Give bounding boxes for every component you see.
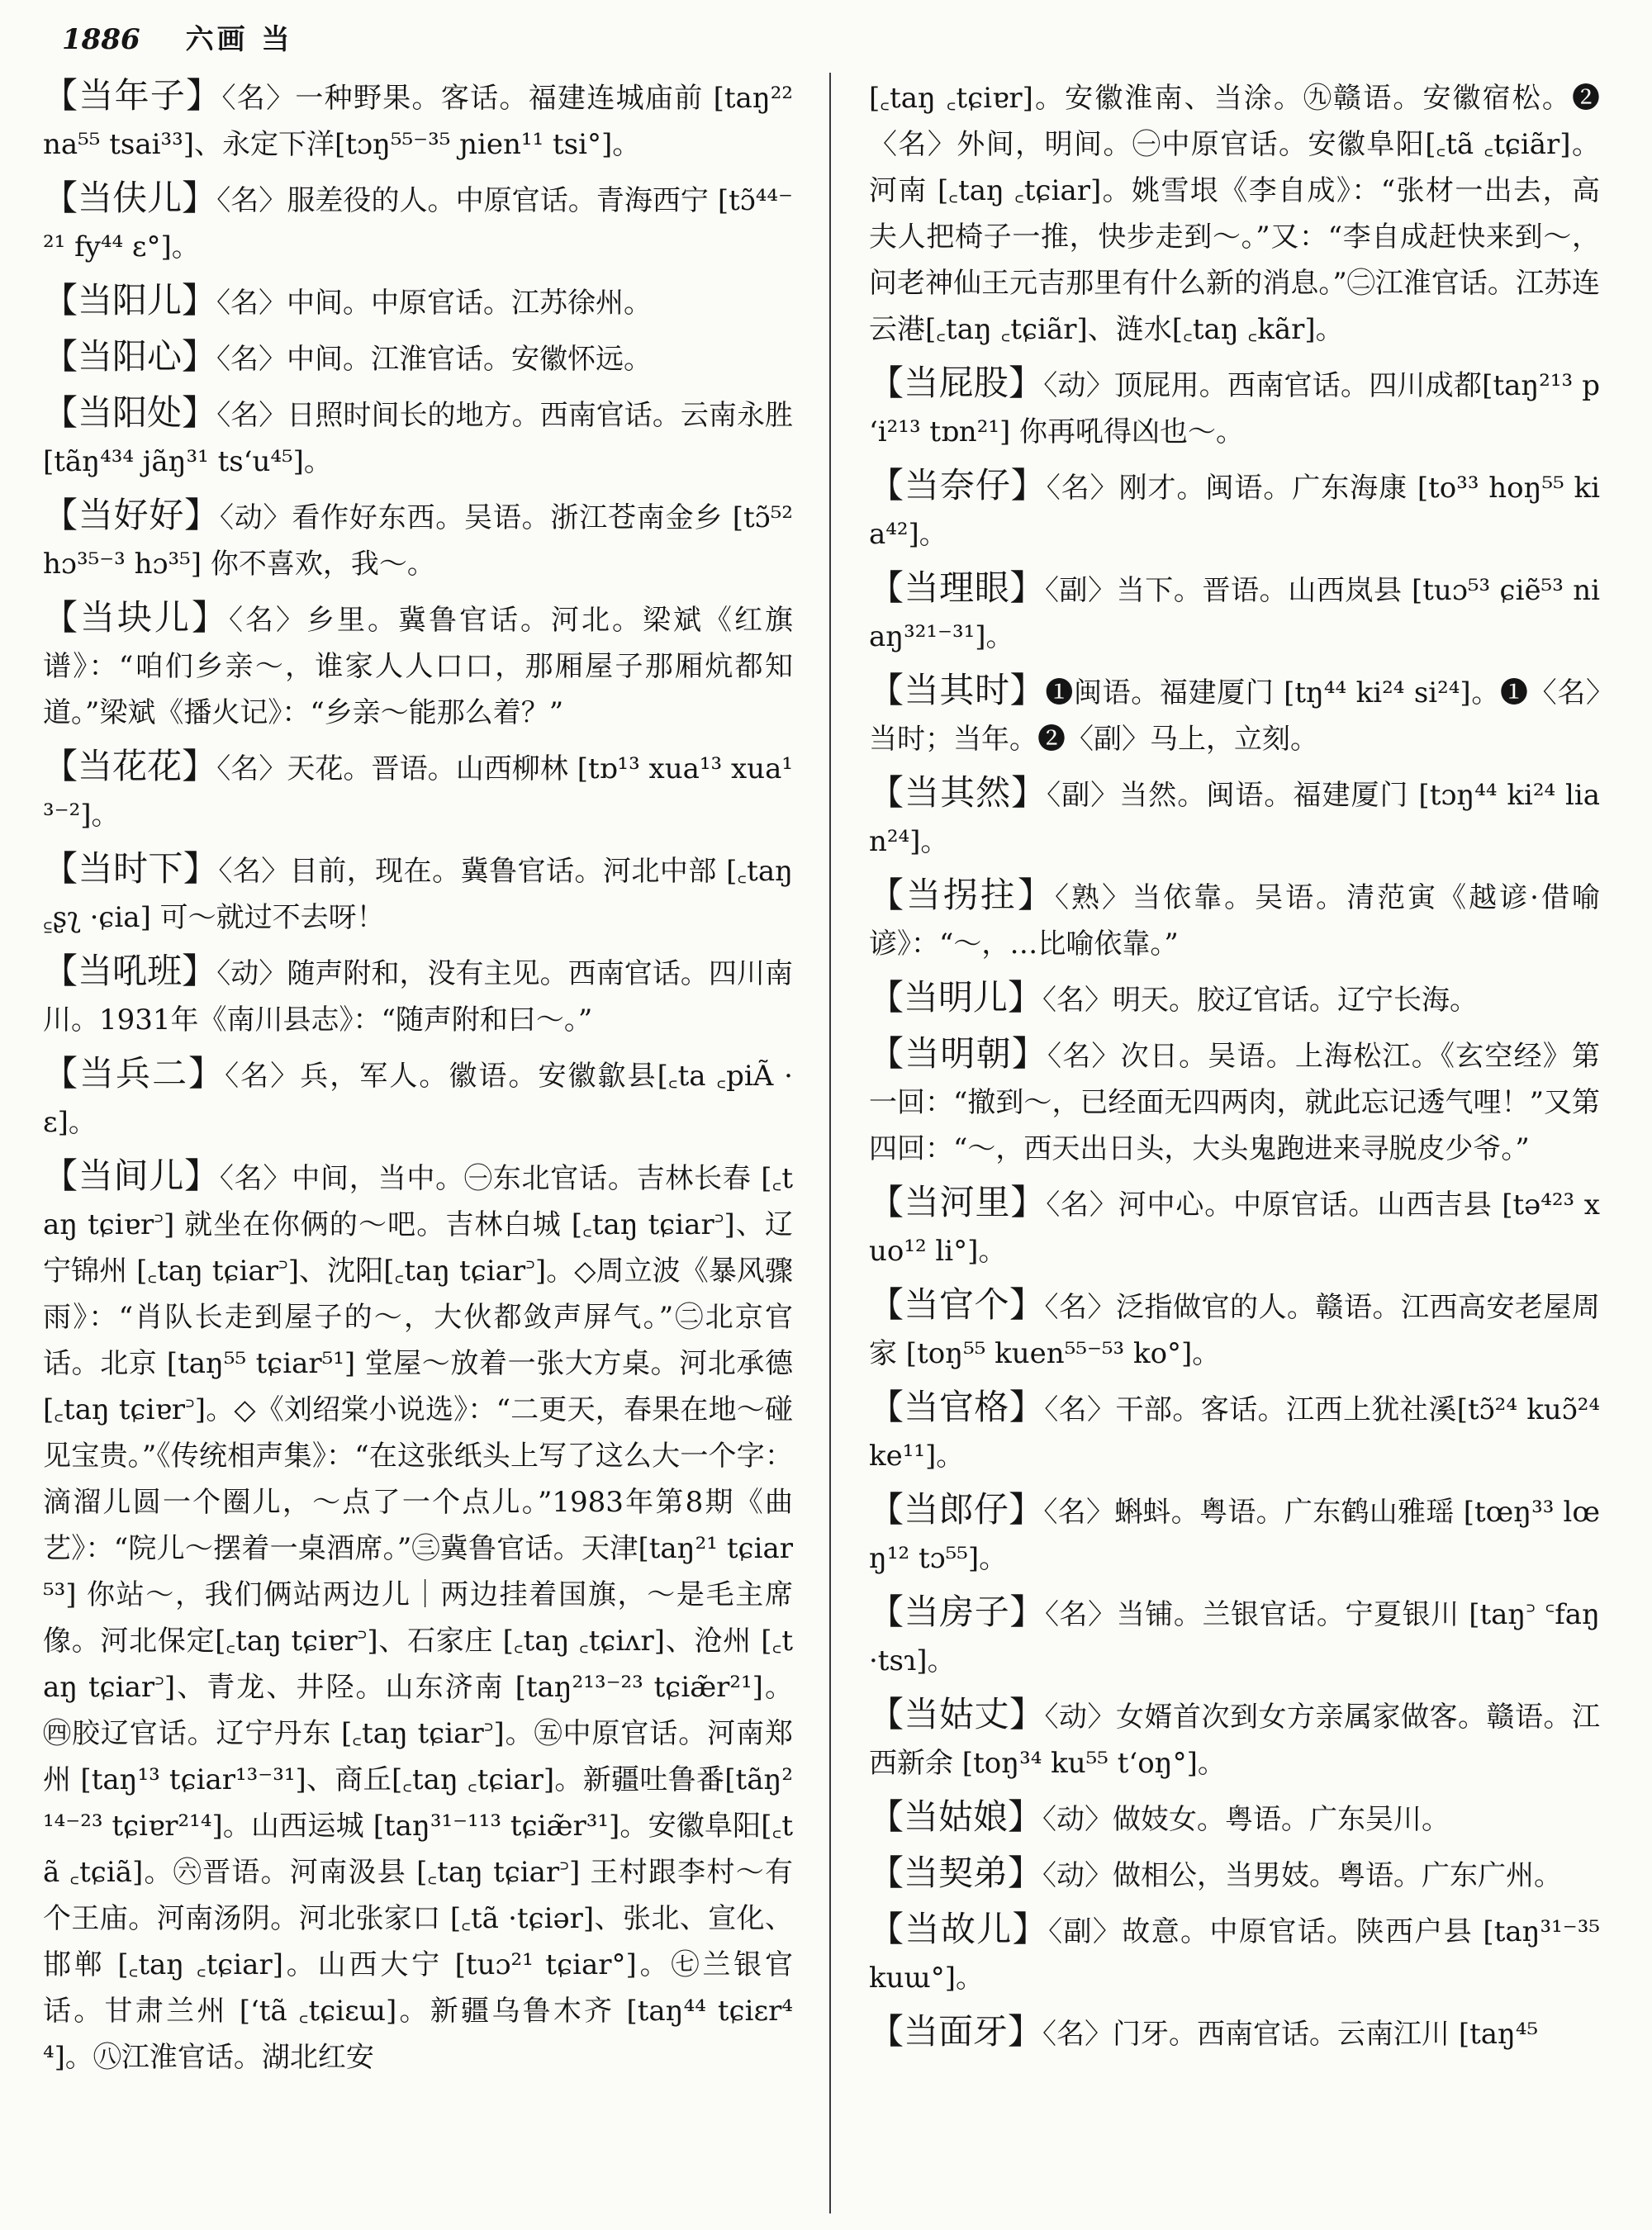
entry-headword: 【当面牙】 [869, 2011, 1043, 2052]
entry-headword: 【当时下】 [43, 848, 219, 889]
entry-definition: 〈副〉当然。闽语。福建厦门 [tɔŋ⁴⁴ ki²⁴ lian²⁴]。 [869, 779, 1600, 858]
dictionary-entry [869, 463, 1600, 558]
left-column [43, 73, 793, 2213]
entry-headword: 【当块儿】 [43, 597, 229, 638]
page-header [62, 17, 292, 66]
entry-definition: 〈名〉干部。客话。江西上犹社溪[tɔ̃²⁴ kuɔ̃²⁴ ke¹¹]。 [869, 1393, 1600, 1473]
entry-headword: 【当拐拄】 [869, 875, 1056, 915]
entry-definition: 〈动〉看作好东西。吴语。浙江苍南金乡 [tɔ̃⁵² hɔ³⁵⁻³ hɔ³⁵] 你不喜欢，我～。 [43, 501, 793, 581]
entry-headword: 【当阳处】 [43, 392, 217, 433]
entry-definition: 〈名〉河中心。中原官话。山西吉县 [tə⁴²³ xuo¹² li°]。 [869, 1189, 1600, 1268]
dictionary-entry [869, 1906, 1600, 2001]
entry-headword: 【当其时】 [869, 670, 1046, 710]
entry-headword: 【当郎仔】 [869, 1489, 1044, 1530]
entry-definition: 〈名〉中间，当中。㊀东北官话。吉林长春 [꜀taŋ tɕiɐr꜄] 就坐在你俩的～吧。吉林白城 [꜀taŋ tɕiar꜄]、辽宁锦州 [꜀taŋ tɕiar꜄]、沈阳[꜀taŋ tɕiar꜄]。◇周立波《暴风骤雨》：“肖队长走到屋子的～，大伙都敛声屏气。”㊁北京官话。北京 [taŋ⁵⁵ tɕiar⁵¹] 堂屋～放着一张大方桌。河北承德 [꜀taŋ tɕiɐr꜄]。◇《刘绍棠小说选》：“二更天，春果在地～碰见宝贵。”《传统相声集》：“在这张纸头上写了这么大一个字：滴溜儿圆一个圈儿，～点了一个点儿。”1983年第8期《曲艺》：“院儿～摆着一桌酒席。”㊂冀鲁官话。天津[taŋ²¹ tɕiar⁵³] 你站～，我们俩站两边儿｜两边挂着国旗，～是毛主席像。河北保定[꜀taŋ tɕiɐr꜄]、石家庄 [꜀taŋ ꜀tɕiʌr]、沧州 [꜀taŋ tɕiar꜄]、青龙、井陉。山东济南 [taŋ²¹³⁻²³ tɕiæ̃r²¹]。㊃胶辽官话。辽宁丹东 [꜀taŋ tɕiar꜄]。㊄中原官话。河南郑州 [taŋ¹³ tɕiar¹³⁻³¹]、商丘[꜀taŋ ꜀tɕiar]。新疆吐鲁番[tãŋ²¹⁴⁻²³ tɕiɐr²¹⁴]。山西运城 [taŋ³¹⁻¹¹³ tɕiæ̃r³¹]。安徽阜阳[꜀tã ꜀tɕiã]。㊅晋语。河南汲县 [꜀taŋ tɕiar꜄] 王村跟李村～有个王庙。河南汤阴。河北张家口 [꜀tã ·tɕiər]、张北、宣化、邯郸 [꜀taŋ ꜀tɕiar]。山西大宁 [tuɔ²¹ tɕiar°]。㊆兰银官话。甘肃兰州 [ʻtã ꜀tɕiɛɯ]。新疆乌鲁木齐 [taŋ⁴⁴ tɕiɛr⁴⁴]。㊇江淮官话。湖北红安 [43, 1162, 793, 2074]
entry-definition: 〈熟〉当依靠。吴语。清范寅《越谚·借喻谚》：“～，…比喻依靠。” [869, 881, 1600, 961]
dictionary-entry [869, 1589, 1600, 1684]
dictionary-entry [869, 1179, 1600, 1274]
dictionary-entry [869, 770, 1600, 865]
entry-definition: 〈动〉顶屁用。西南官话。四川成都[taŋ²¹³ pʻi²¹³ tɒn²¹] 你再吼得凶也～。 [869, 369, 1600, 448]
entry-definition: 〈名〉当铺。兰银官话。宁夏银川 [taŋ꜄ ꜂faŋ ·tsɿ]。 [869, 1598, 1600, 1677]
entry-headword: 【当河里】 [869, 1182, 1047, 1222]
dictionary-entry [869, 1487, 1600, 1582]
entry-headword: 【当年子】 [43, 75, 222, 116]
entry-headword: 【当明朝】 [869, 1033, 1048, 1074]
entry-definition: 〈名〉泛指做官的人。赣语。江西高安老屋周家 [toŋ⁵⁵ kuen⁵⁵⁻⁵³ ko°]。 [869, 1291, 1600, 1370]
entry-definition: 〈名〉蝌蚪。粤语。广东鹤山雅瑶 [tœŋ³³ lœŋ¹² tɔ⁵⁵]。 [869, 1496, 1600, 1575]
dictionary-entry [869, 872, 1600, 967]
dictionary-entry [869, 2009, 1600, 2057]
entry-headword: 【当姑娘】 [869, 1796, 1043, 1837]
entry-definition: 〈名〉一种野果。客话。福建连城庙前 [taŋ²² na⁵⁵ tsai³³]、永定下洋[tɔŋ⁵⁵⁻³⁵ ɲien¹¹ tsi°]。 [43, 82, 793, 161]
entry-headword: 【当契弟】 [869, 1853, 1043, 1893]
entry-definition: 〈副〉当下。晋语。山西岚县 [tuɔ⁵³ ɕiẽ⁵³ niaŋ³²¹⁻³¹]。 [869, 574, 1600, 653]
right-column [869, 73, 1600, 2213]
dictionary-entry [869, 1031, 1600, 1172]
dictionary-entry [43, 73, 793, 168]
entry-headword: 【当好好】 [43, 495, 220, 535]
entry-headword: 【当姑丈】 [869, 1694, 1045, 1734]
dictionary-entry [869, 73, 1600, 353]
dictionary-entry [43, 492, 793, 587]
dictionary-entry [43, 1051, 793, 1146]
entry-headword: 【当吼班】 [43, 951, 217, 991]
dictionary-entry [869, 667, 1600, 762]
entry-definition: 〈名〉明天。胶辽官话。辽宁长海。 [1042, 984, 1479, 1017]
entry-definition: 〈名〉次日。吴语。上海松江。《玄空经》第一回：“撤到～，已经面无四两肉，就此忘记透气哩！”又第四回：“～，西天出日头，大头鬼跑进来寻脱皮少爷。” [869, 1040, 1600, 1165]
dictionary-entry [869, 1384, 1600, 1479]
dictionary-entry [869, 975, 1600, 1023]
entry-definition: 〈动〉随声附和，没有主见。西南官话。四川南川。1931年《南川县志》：“随声附和曰～。” [43, 957, 793, 1037]
entry-headword: 【当兵二】 [43, 1053, 225, 1094]
entry-headword: 【当阳儿】 [43, 280, 217, 320]
entry-definition: 〈名〉天花。晋语。山西柳林 [tɒ¹³ xua¹³ xua¹³⁻²]。 [43, 752, 793, 832]
dictionary-entry [43, 334, 793, 382]
entry-definition: 〈动〉做相公，当男妓。粤语。广东广州。 [1042, 1859, 1563, 1892]
dictionary-entry [43, 1153, 793, 2081]
entry-definition: ❶闽语。福建厦门 [tŋ⁴⁴ ki²⁴ si²⁴]。❶〈名〉当时；当年。❷〈副〉马上，立刻。 [869, 676, 1600, 756]
dictionary-entry [43, 390, 793, 485]
column-divider [829, 73, 831, 2213]
entry-headword: 【当阳心】 [43, 336, 217, 377]
dictionary-entry [43, 846, 793, 941]
dictionary-entry [869, 1691, 1600, 1786]
entry-headword: 【当伕儿】 [43, 178, 217, 218]
entry-definition: 〈名〉兵，军人。徽语。安徽歙县[꜀ta ꜀piÃ ·ɛ]。 [43, 1060, 793, 1139]
entry-definition: 〈名〉服差役的人。中原官话。青海西宁 [tɔ̃⁴⁴⁻²¹ fy⁴⁴ ɛ°]。 [43, 184, 793, 263]
entry-headword: 【当屁股】 [869, 363, 1044, 403]
page-number: 1886 [62, 23, 140, 56]
entry-headword: 【当明儿】 [869, 977, 1043, 1018]
entry-definition: 〈名〉日照时间长的地方。西南官话。云南永胜 [tãŋ⁴³⁴ jãŋ³¹ tsʻu⁴⁵]。 [43, 399, 793, 478]
dictionary-entry [43, 278, 793, 326]
dictionary-entry [869, 1850, 1600, 1899]
entry-definition: 〈名〉目前，现在。冀鲁官话。河北中部 [꜀taŋ ꜁ʂʅ ·ɕia] 可～就过不去呀！ [43, 855, 793, 934]
entry-headword: 【当间儿】 [43, 1155, 220, 1196]
dictionary-entry [869, 1794, 1600, 1843]
entry-headword: 【当官个】 [869, 1284, 1045, 1325]
dictionary-entry [869, 1282, 1600, 1377]
entry-headword: 【当奈仔】 [869, 465, 1047, 505]
entry-headword: 【当官格】 [869, 1387, 1045, 1427]
entry-definition: 〈名〉门牙。西南官话。云南江川 [taŋ⁴⁵ [1042, 2018, 1539, 2051]
dictionary-entry [43, 743, 793, 838]
entry-definition: 〈名〉中间。江淮官话。安徽怀远。 [216, 343, 653, 376]
entry-definition: [꜀taŋ ꜀tɕiɐr]。安徽淮南、当涂。㊈赣语。安徽宿松。❷〈名〉外间，明间。㊀中原官话。安徽阜阳[꜀tã ꜀tɕiãr]。河南 [꜀taŋ ꜀tɕiar]。姚雪垠《李自成》：“张材一出去，高夫人把椅子一推，快步走到～。”又：“李自成赶快来到～，问老神仙王元吉那里有什么新的消息。”㊁江淮官话。江苏连云港[꜀taŋ ꜀tɕiãr]、涟水[꜀taŋ ꜀kãr]。 [869, 82, 1600, 346]
entry-definition: 〈名〉中间。中原官话。江苏徐州。 [216, 287, 653, 320]
section-label: 六画 当 [185, 23, 293, 56]
dictionary-entry [869, 360, 1600, 455]
dictionary-entry [43, 595, 793, 736]
dictionary-entry [43, 175, 793, 270]
entry-definition: 〈名〉乡里。冀鲁官话。河北。梁斌《红旗谱》：“咱们乡亲～，谁家人人口口，那厢屋子那厢炕都知道。”梁斌《播火记》：“乡亲～能那么着？” [43, 604, 793, 729]
dictionary-entry [869, 565, 1600, 660]
entry-headword: 【当花花】 [43, 746, 217, 786]
dictionary-entry [43, 948, 793, 1043]
entry-definition: 〈名〉刚才。闽语。广东海康 [to³³ hoŋ⁵⁵ kia⁴²]。 [869, 472, 1600, 551]
entry-definition: 〈动〉女婿首次到女方亲属家做客。赣语。江西新余 [toŋ³⁴ ku⁵⁵ tʻoŋ°]。 [869, 1701, 1600, 1780]
entry-headword: 【当房子】 [869, 1592, 1045, 1632]
entry-headword: 【当故儿】 [869, 1909, 1049, 1949]
entry-headword: 【当理眼】 [869, 567, 1045, 608]
entry-definition: 〈副〉故意。中原官话。陕西户县 [taŋ³¹⁻³⁵ kuɯ°]。 [869, 1915, 1600, 1995]
entry-headword: 【当其然】 [869, 772, 1047, 813]
entry-definition: 〈动〉做妓女。粤语。广东吴川。 [1042, 1803, 1450, 1836]
